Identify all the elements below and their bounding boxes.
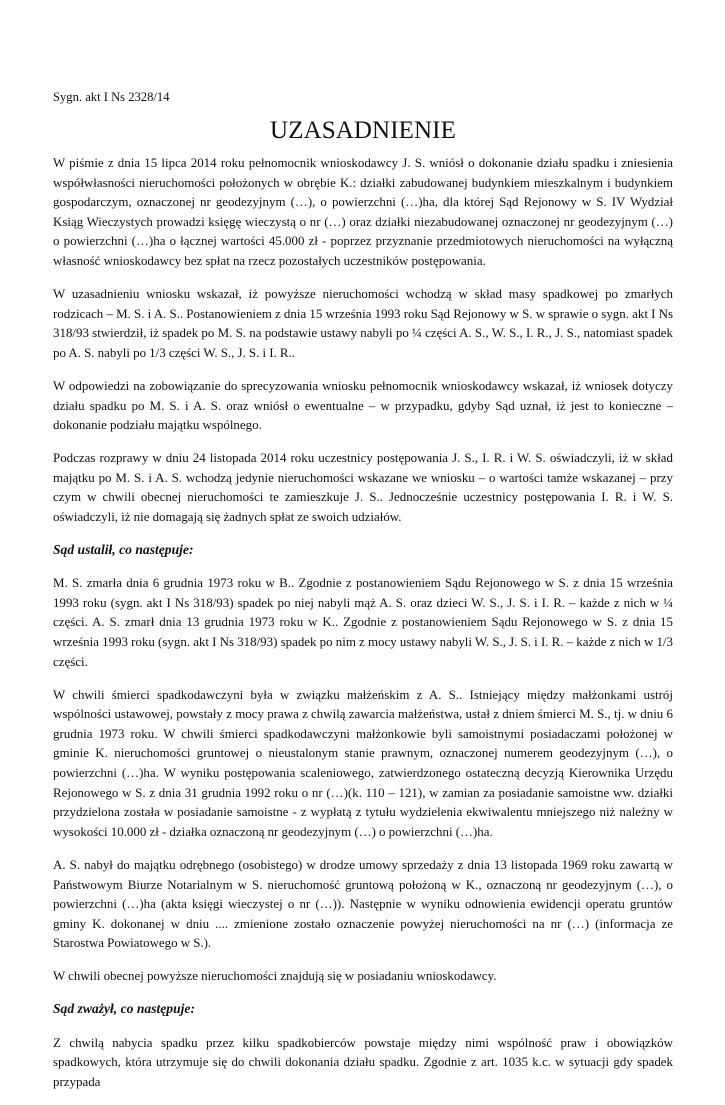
paragraph-2: W uzasadnieniu wniosku wskazał, iż powyższe nieruchomości wchodzą w skład masy spadkowej po zmarłych rodzicach – M. S. i A. S.. Postanowieniem z dnia 15 września 1993 roku Sąd Rejonowy w S. w sprawie o sygn. akt I Ns 318/93 stwierdził, iż spadek po M. S. na podstawie ustawy nabyli po ¼ części A. S., W. S., I. R., J. S., natomiast spadek po A. S. nabyli po 1/3 części W. S., J. S. i I. R.. (53, 286, 673, 360)
paragraph-8: W chwili obecnej powyższe nieruchomości znajdują się w posiadaniu wnioskodawcy. (53, 968, 497, 984)
paragraph-3: W odpowiedzi na zobowiązanie do sprecyzowania wniosku pełnomocnik wnioskodawcy wskazał, iż wniosek dotyczy działu spadku po M. S. i A. S. oraz wniósł o ewentualne – w przypadku, gdyby Sąd uznał, iż jest to konieczne – dokonanie podziału majątku wspólnego. (53, 377, 673, 433)
document-page (53, 88, 673, 1105)
case-reference: Sygn. akt I Ns 2328/14 (53, 90, 170, 104)
paragraph-7: A. S. nabył do majątku odrębnego (osobistego) w drodze umowy sprzedaży z dnia 13 listopada 1969 roku zawartą w Państwowym Biurze Notarialnym w S. nieruchomość gruntową położoną w K., oznaczoną nr geodezyjnym (…), o powierzchni (…)ha (akta księgi wieczystej o nr (…)). Następnie w wyniku odnowienia ewidencji operatu gruntów gminy K. dokonanej w dniu .... zmienione zostało oznaczenie powyżej nieruchomości na nr (…) (informacja ze Starostwa Powiatowego w S.). (53, 856, 673, 951)
section-heading-findings: Sąd ustalił, co następuje: (53, 542, 194, 558)
document-title: UZASADNIENIE (270, 117, 456, 144)
paragraph-5: M. S. zmarła dnia 6 grudnia 1973 roku w B.. Zgodnie z postanowieniem Sądu Rejonowego w S. z dnia 15 września 1993 roku (sygn. akt I Ns 318/93) spadek po niej nabyli mąż A. S. oraz dzieci W. S., J. S. i I. R. – każde z nich w ¼ części. A. S. zmarł dnia 13 grudnia 1973 roku w K.. Zgodnie z postanowieniem Sądu Rejonowego w S. z dnia 15 września 1993 roku (sygn. akt I Ns 318/93) spadek po nim z mocy ustawy nabyli W. S., J. S. i I. R. – każde z nich w 1/3 części. (53, 575, 673, 669)
paragraph-1: W piśmie z dnia 15 lipca 2014 roku pełnomocnik wnioskodawcy J. S. wniósł o dokonanie działu spadku i zniesienia współwłasności nieruchomości położonych w obrębie K.: działki zabudowanej budynkiem mieszkalnym i budynkiem gospodarczym, oznaczonej nr geodezyjnym (…), o powierzchni (…)ha, dla której Sąd Rejonowy w S. IV Wydział Ksiąg Wieczystych prowadzi księgę wieczystą o nr (…) oraz działki niezabudowanej oznaczonej nr geodezyjnym (…) o powierzchni (…)ha o łącznej wartości 45.000 zł - poprzez przyznanie przedmiotowych nieruchomości na wyłączną własność wnioskodawcy bez spłat na rzecz pozostałych uczestników postępowania. (53, 155, 673, 268)
section-heading-considerations: Sąd zważył, co następuje: (53, 1001, 195, 1017)
paragraph-6: W chwili śmierci spadkodawczyni była w związku małżeńskim z A. S.. Istniejący między małżonkami ustrój wspólności ustawowej, powstały z mocy prawa z chwilą zawarcia małżeństwa, ustał z dniem śmierci M. S., tj. w dniu 6 grudnia 1973 roku. W chwili śmierci spadkodawczyni małżonkowie byli samoistnymi posiadaczami położonej w gminie K. nieruchomości gruntowej o nieustalonym stanie prawnym, oznaczonej numerem geodezyjnym (…), o powierzchni (…)ha. W wyniku postępowania scaleniowego, zatwierdzonego ostateczną decyzją Kierownika Urzędu Rejonowego w S. z dnia 31 grudnia 1992 roku o nr (…)(k. 110 – 121), w zamian za posiadanie samoistne ww. działki przydzielona została w posiadanie samoistne - z wypłatą z tytułu wydzielenia ekwiwalentu mniejszego niż należny w wysokości 10.000 zł - działka oznaczoną nr geodezyjnym (…) o powierzchni (…)ha. (53, 686, 673, 839)
paragraph-9: Z chwilą nabycia spadku przez kilku spadkobierców powstaje między nimi wspólność praw i obowiązków spadkowych, która utrzymuje się do chwili dokonania działu spadku. Zgodnie z art. 1035 k.c. w sytuacji gdy spadek przypada (53, 1034, 673, 1089)
paragraph-4: Podczas rozprawy w dniu 24 listopada 2014 roku uczestnicy postępowania J. S., I. R. i W. S. oświadczyli, iż w skład majątku po M. S. i A. S. wchodzą jedynie nieruchomości wskazane we wniosku – o wartości tamże wskazanej – przy czym w chwili obecnej nieruchomości te zamieszkuje J. S.. Jednocześnie uczestnicy postępowania I. R. i W. S. oświadczyli, iż nie domagają się żadnych spłat ze swoich udziałów. (53, 450, 673, 524)
